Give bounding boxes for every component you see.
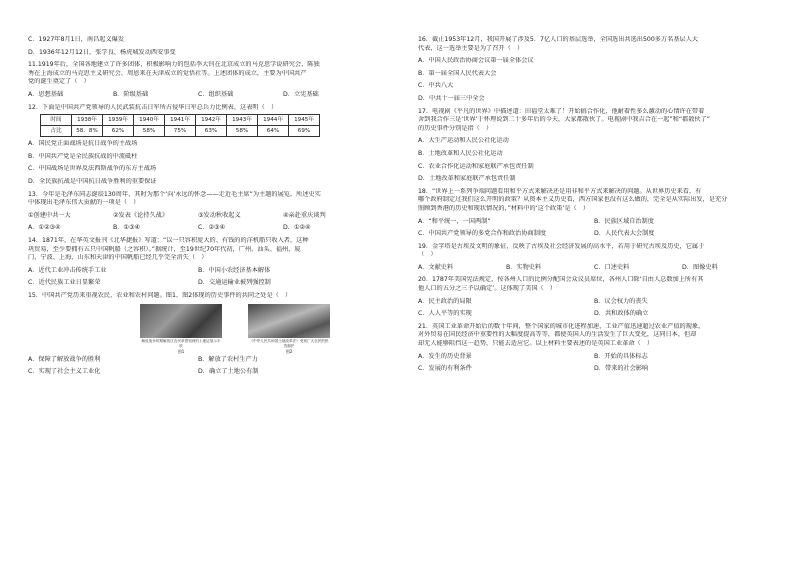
- question-text: 巩贸易，至少要拥有五只中国帆船（之容积）。”据统计，至19世纪70年代初，广州、汕头、福州、厦: [28, 245, 301, 253]
- question-text: 11.1919年后，全国各地建立了许多团体，积极影响力的包括李大钊在北京成立的马克思学说研究会、陈独: [28, 61, 320, 69]
- figure-2: [248, 304, 330, 353]
- question-text: 哪个政府制定过我们这么开明的政策？从资本主义历史看，西方国家也没有这么做的，完全是从实际出发，是充分: [418, 196, 728, 204]
- option-d: D．全民族抗战是中国抗日战争胜利的重要保证: [28, 177, 157, 185]
- question-16: [418, 36, 770, 104]
- option-a: A．民主政治的局限: [418, 297, 472, 305]
- statement-item: ②发表《论持久战》: [113, 211, 169, 219]
- question-14: [28, 237, 368, 288]
- figure-label: 图1: [177, 348, 185, 354]
- question-text: 12．下面是中国共产党领导的人民武装抗击日军所占侵华日军总兵力比例表，这表明（ ）: [28, 103, 278, 111]
- option-c: C．中国共产党领导的多党合作和政治协商制度: [418, 230, 547, 238]
- question-text: 对外贸易在国民经济中重要性的大幅度提高等等，都使英国人的生活发生了巨大变化，这同日本，但却: [418, 331, 697, 339]
- figure-row: [140, 304, 368, 353]
- question-15: [28, 292, 368, 377]
- option-d: D．带来的社会影响: [594, 365, 649, 373]
- answer-options: [28, 368, 368, 377]
- option-b: B．解放了农村生产力: [198, 355, 258, 363]
- question-text: 15．中国共产党历来重视农民、农业和农村问题。图1、图2体现的历史事件的共同之处是（ ）: [28, 291, 292, 299]
- option-c: C．农业合作化运动和家庭联产承包责任制: [418, 162, 534, 170]
- statement-item: ①创建中共一大: [28, 211, 71, 219]
- option-a: A．文献史料: [418, 263, 454, 271]
- table-cell: 62%: [103, 126, 134, 137]
- option-line: C．1927年8月1日，南昌起义爆发: [28, 36, 125, 43]
- option-d: D．共和政体的确立: [594, 310, 649, 318]
- option-b: B．第一届全国人民代表大会: [418, 69, 497, 77]
- left-column: [28, 36, 368, 377]
- option-a: A．近代工业冲击传统手工业: [28, 266, 107, 274]
- option-c: C．发展的有利条件: [418, 365, 472, 373]
- answer-options: [418, 353, 770, 362]
- answer-options: [28, 224, 368, 233]
- option-b: B．中国小农经济基本解体: [198, 266, 271, 274]
- question-11: [28, 61, 368, 99]
- option-b: B．开始的具体标志: [594, 352, 648, 360]
- right-column: [418, 36, 770, 374]
- question-text: 14．1871年，在华英文报刊《北华捷报》写道：“以一只容积庞大的、有钱的的洋机船只收入者，这种: [28, 236, 309, 244]
- option-d: D．①②④: [283, 224, 311, 232]
- figure-caption: 解放战争时期解放区农民拿着划到的土地证展示丰收: [141, 339, 221, 349]
- table-cell: 1938年: [72, 115, 103, 126]
- option-c: C．中共八大: [418, 82, 454, 90]
- question-text: 16．截止1953年12月，我国开展了涉及5．7亿人口的基层选举，全国选出共选出500多万名基层人大: [418, 36, 699, 43]
- table-cell: 1945年: [289, 115, 320, 126]
- question-text: 代表，这一选举主要是为了召开（ ）: [418, 44, 524, 52]
- option-b: B．土地改革和人民公社化运动: [418, 149, 503, 157]
- table-row: [41, 126, 320, 137]
- question-text: 舍到我合作三是‘世界’于怀理说到二十多年后的今天，大家都散伙了。电视剧中我吉合在一起”和“都散伙了”: [418, 116, 710, 124]
- option-a: A．“和平统一，一国两制”: [418, 217, 491, 225]
- table-cell: 1942年: [196, 115, 227, 126]
- table-cell: 58%: [134, 126, 165, 137]
- option-a: A．发生的历史背景: [418, 352, 472, 360]
- option-b: B．中国共产党是全民族抗战的中流砥柱: [28, 152, 138, 160]
- option-b: B．实物史料: [506, 263, 542, 271]
- question-text: 他人口的五分之三予以确定’。这体现了美国（ ）: [418, 285, 557, 293]
- table-cell: 1939年: [103, 115, 134, 126]
- answer-options: [418, 218, 770, 227]
- option-c: C．口述史料: [594, 263, 630, 271]
- option-a: A．大生产运动和人民公社化运动: [418, 137, 509, 145]
- figure-caption: 《中华人民共和国土地改革法》受到广大农民的热烈拥护: [249, 339, 329, 349]
- answer-options: [28, 356, 368, 365]
- option-b: B．阶级基础: [113, 90, 149, 98]
- question-text: 秀在上海成立的马克思主义研究会、周恩来在天津成立的觉悟社等。上述团体的成立，主要为中国共产: [28, 69, 307, 77]
- question-text: 17．电视剧《平凡的世界》中描述道：田福堂太难了！开始搞合作化，他耐着性多么激动的心情许在带着: [418, 107, 705, 115]
- option-c: C．近代民族工业日显繁荣: [28, 279, 101, 287]
- option-c: C．组织基础: [198, 90, 234, 98]
- option-line: D．1936年12月12日，张学良、杨虎城发动西安事变: [28, 48, 176, 56]
- table-cell: 69%: [289, 126, 320, 137]
- question-text: 的历史事件分别是指（ ）: [418, 124, 493, 132]
- option-a: A．国民党正面战场是抗日战争的主战场: [28, 140, 138, 148]
- question-text: 18．“世界上一系列争端问题看用和平方式来解决还是用非和平方式来解决的问题。从世界历史来看，有: [418, 187, 702, 195]
- table-cell: 58%: [227, 126, 258, 137]
- question-text: 13．今年是毛泽东同志诞辰130周年，其时为那个‘向’永远的怀念——走近毛主席”为主题的展览。所述史实: [28, 190, 321, 198]
- figure-1: [140, 304, 222, 353]
- option-b: B．议会权力的丧失: [594, 297, 648, 305]
- table-cell: 1943年: [227, 115, 258, 126]
- question-text: 却无人能够阻挡这一趋势，只能去适应它。以上材料主要表述的是英国工业革命（ ）: [418, 340, 654, 348]
- question-text: 门、宁波、上海、山东和天津的中国帆船已经几乎完全消失（ ）: [28, 254, 208, 262]
- question-13: [28, 191, 368, 233]
- statement-item: ③发动秋收起义: [198, 211, 241, 219]
- question-text: 党的诞生奠定了（ ）: [28, 78, 90, 86]
- option-d: D．图像史料: [682, 263, 718, 271]
- table-cell: 1944年: [258, 115, 289, 126]
- option-a: A．①②③④: [28, 224, 61, 232]
- answer-options: [418, 365, 770, 374]
- option-c: C．人人平等的实现: [418, 310, 472, 318]
- historical-photo: [248, 304, 330, 338]
- option-c: C．实现了社会主义工业化: [28, 368, 101, 376]
- table-cell: 64%: [258, 126, 289, 137]
- question-text: 21．英国工业革命开始后的数十年间，整个国家的城市化进程加速，工业产值迅速超过农业产值的现象，: [418, 322, 705, 330]
- table-cell: 占比: [41, 126, 72, 137]
- question-18: [418, 188, 770, 239]
- table-cell: 58．8%: [72, 126, 103, 137]
- answer-options: [28, 279, 368, 288]
- figure-label: 图2: [285, 348, 293, 354]
- table-cell: 1941年: [165, 115, 196, 126]
- question-text: 中体现出毛泽东伟大贡献的一项是（ ）: [28, 199, 140, 207]
- option-c: C．②③④: [198, 224, 226, 232]
- question-text: 20．1787年美国宪法规定，按各州人口的比例分配国会众议员席位，各州人口除‘自由人总数加上所有其: [418, 276, 704, 284]
- answer-options: [418, 298, 770, 307]
- question-text: 照顾到香港的历史和现状情况的，”材料中的‘这个政策’是（ ）: [418, 204, 590, 212]
- table-row: [41, 115, 320, 126]
- option-d: D．土地改革和家庭联产承包责任制: [418, 175, 516, 183]
- question-17: [418, 108, 770, 184]
- option-b: B．①③④: [113, 224, 141, 232]
- historical-photo: [140, 304, 222, 338]
- table-cell: 时间: [41, 115, 72, 126]
- question-12: [28, 104, 368, 187]
- table-cell: 1940年: [134, 115, 165, 126]
- answer-options: [418, 310, 770, 319]
- option-a: A．思想基础: [28, 90, 64, 98]
- question-20: [418, 276, 770, 318]
- option-d: D．交通运输业被列强控制: [198, 279, 271, 287]
- answer-options: [418, 230, 770, 239]
- table-cell: 75%: [165, 126, 196, 137]
- statement-items: [28, 212, 368, 221]
- ratio-table: [40, 114, 320, 137]
- answer-options: [418, 264, 770, 273]
- option-b: B．民族区域自治制度: [594, 217, 654, 225]
- answer-options: [28, 267, 368, 276]
- question-text: （ ）: [418, 251, 437, 259]
- option-a: A．中国人民政治协商会议第一届全体会议: [418, 57, 534, 65]
- table-cell: 63%: [196, 126, 227, 137]
- option-d: D．立宪基础: [283, 90, 319, 98]
- question-21: [418, 323, 770, 374]
- option-c: C．中国战场是世界反法西斯战争的东方主战场: [28, 165, 157, 173]
- question-text: 19．金字塔是古埃及文明的象征，反映了古埃及社会经济发展的高水平，若用于研究古埃及历史，它属于: [418, 242, 705, 250]
- option-d: D．人民代表大会制度: [594, 230, 655, 238]
- option-d: D．确立了土地公有制: [198, 368, 259, 376]
- answer-options: [28, 91, 368, 100]
- option-d: D．中共十一届三中全会: [418, 94, 485, 102]
- question-19: [418, 243, 770, 273]
- option-a: A．保障了解放战争的胜利: [28, 355, 101, 363]
- statement-item: ④亲赴重庆谈判: [283, 211, 326, 219]
